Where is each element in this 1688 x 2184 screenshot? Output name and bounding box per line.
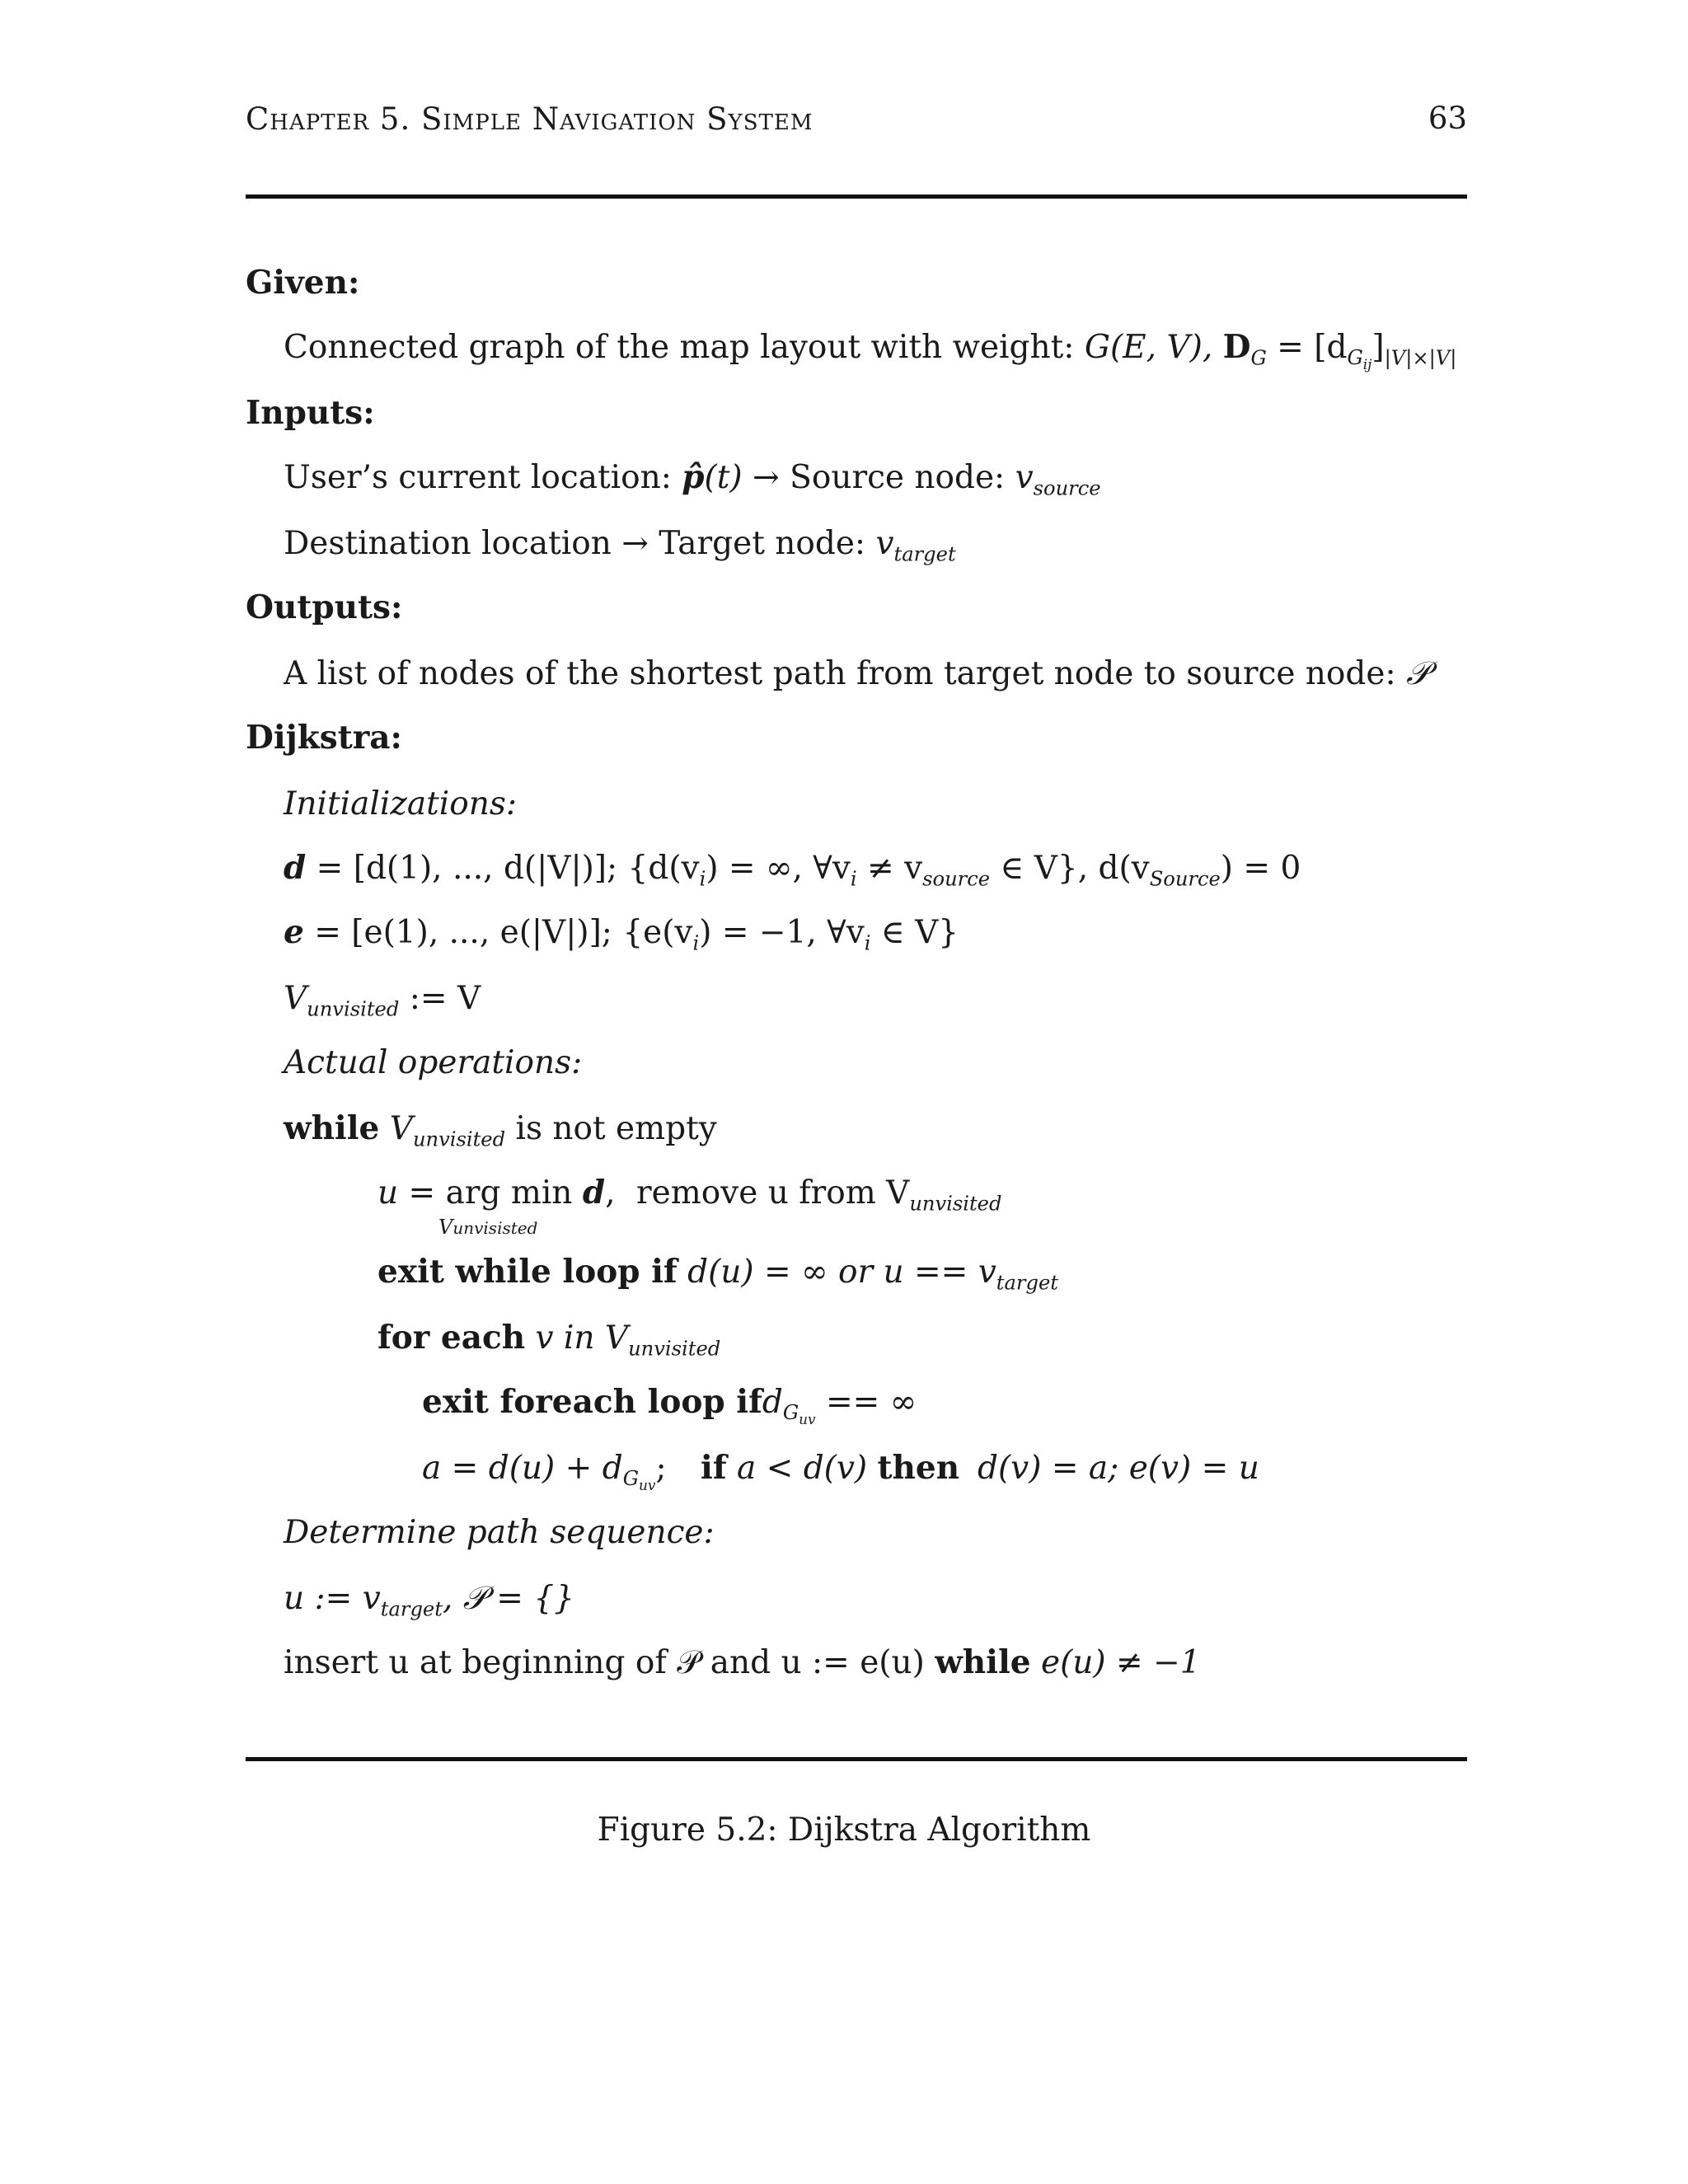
operations-label: Actual operations: <box>284 1044 583 1081</box>
figure-caption: Figure 5.2: Dijkstra Algorithm <box>597 1811 1091 1849</box>
given-heading: Given: <box>246 264 360 302</box>
init-e-line: e = [e(1), ..., e(|V|)]; {$e(v_i) = -1$, $\forall v_i$ ∈ V} <box>284 913 959 955</box>
inputs-line-source: User’s current location: p̂(t) → Source node: $v_{source}$ <box>284 458 1101 500</box>
init-d-line: d = [d(1), ..., d(|V|)]; {$d(v_i)$ = ∞, $\forall v_i \ne v_{source}$ ∈ V}, $d(v_{Source}) = 0$ <box>284 849 1301 891</box>
path-sequence-label: Determine path sequence: <box>284 1514 715 1551</box>
argmin-subscript: Vunvisisted <box>438 1216 538 1239</box>
dijkstra-heading: Dijkstra: <box>246 719 402 757</box>
running-header <box>246 101 1467 138</box>
remove-statement: remove u from $V_{unvisited}$ <box>636 1174 1002 1216</box>
for-each-line: for each v in $V_{unvisited}$ <box>377 1319 721 1361</box>
chapter-title: Chapter 5. Simple Navigation System <box>246 101 814 137</box>
argmin-line: u = arg min d, <box>377 1174 616 1212</box>
relax-condition: if a < d(v) then <box>701 1449 960 1487</box>
path-init-line: u := $v_{target}$, 𝒫 = {} <box>284 1580 574 1621</box>
relax-line: $a = d(u) + d_{G_{uv}}$; <box>422 1450 667 1494</box>
page-number: 63 <box>1428 101 1467 136</box>
initializations-label: Initializations: <box>284 785 518 823</box>
relax-assignment: d(v) = a; e(v) = u <box>978 1450 1259 1487</box>
outputs-line: A list of nodes of the shortest path from target node to source node: 𝒫 <box>284 655 1430 692</box>
exit-foreach-line: exit foreach loop ifd$_{G_{uv}}$ == ∞ <box>422 1383 917 1428</box>
exit-while-line: exit while loop if d(u) = ∞ or $u == v_{target}$ <box>377 1253 1058 1295</box>
inputs-line-target: Destination location → Target node: $v_{target}$ <box>284 525 956 566</box>
path-loop-line: insert u at beginning of 𝒫 and u := e(u) while e(u) ≠ −1 <box>284 1643 1201 1681</box>
top-rule <box>246 194 1467 199</box>
bottom-rule <box>246 1757 1467 1761</box>
init-unvisited-line: $V_{unvisited}$ := V <box>284 980 481 1021</box>
given-line: Connected graph of the map layout with weight: G(E, V), $D_G = [d_{G_{ij}}]_{|V|\times|V|}$ <box>284 328 1457 373</box>
outputs-heading: Outputs: <box>246 588 403 626</box>
while-line: while $V_{unvisited}$ is not empty <box>284 1109 717 1151</box>
inputs-heading: Inputs: <box>246 394 375 432</box>
